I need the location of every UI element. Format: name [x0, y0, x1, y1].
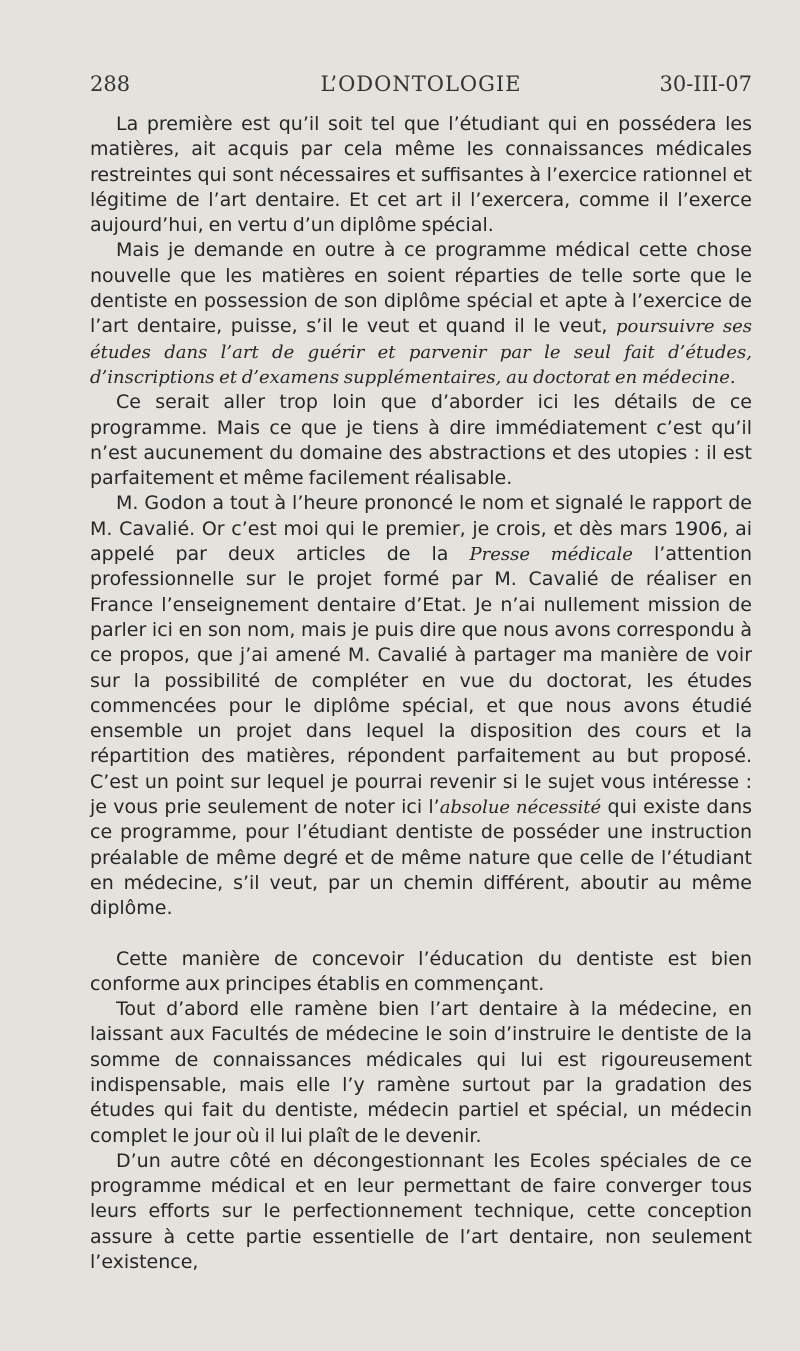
text-run: Cette manière de concevoir l’éducation du dentiste est bien conforme aux principes établis en commençant. [90, 947, 752, 995]
italic-text: absolue nécessité [439, 797, 602, 819]
text-run: La première est qu’il soit tel que l’étudiant qui en possédera les matières, ait acquis par cela même les connaissances médicales restreintes qui sont nécessaires et suffisantes à l’exercice rationnel et légitime de l’art dentaire. Et cet art il l’exercera, comme il l’exerce aujourd’hui, en vertu d’un diplôme spécial. [90, 113, 752, 237]
page-number: 288 [90, 72, 131, 96]
text-run: Tout d’abord elle ramène bien l’art dentaire à la médecine, en laissant aux Facultés de médecine le soin d’instruire le dentiste de la somme de connaissances médicales qui lui est rigoureusement indispensable, mais elle l’y ramène surtout par la gradation des études qui fait du dentiste, médecin partiel et spécial, un médecin complet le jour où il lui plaît de le devenir. [90, 998, 752, 1147]
text-run: M. Godon a tout à l’heure prononcé le nom et signalé le rapport de M. Cavalié. Or c’est moi qui le premier, je crois, et dès mars 1906, ai appelé par deux articles de la [90, 492, 752, 566]
page-header [90, 72, 752, 106]
text-run: l’attention professionnelle sur le projet formé par M. Cavalié de réaliser en France l’enseignement dentaire d’Etat. Je n’ai nullement mission de parler ici en son nom, mais je puis dire que nous avons correspondu à ce propos, que j’ai amené M. Cavalié à partager ma manière de voir sur la possibilité de compléter en vue du doctorat, les études commencées pour le diplôme spécial, et que nous avons étudié ensemble un projet dans lequel la disposition des cours et la répartition des matières, répondent parfaitement au but proposé. C’est un point sur lequel je pourrai revenir si le sujet vous intéresse : je vous prie seulement de noter ici l’ [90, 543, 752, 819]
italic-text: poursuivre ses études dans l’art de guérir et parvenir par le seul fait d’études, d’inscriptions et d’examens supplémentaires, au doctorat en médecine. [90, 316, 752, 388]
paragraph [90, 112, 752, 238]
paragraph [90, 947, 752, 998]
text-run: D’un autre côté en décongestionnant les Ecoles spéciales de ce programme médical et en leur permettant de faire converger tous leurs efforts sur le perfectionnement technique, cette conception assure à cette partie essentielle de l’art dentaire, non seulement l’existence, [90, 1149, 752, 1274]
running-title: L’ODONTOLOGIE [320, 72, 522, 96]
paragraph [90, 390, 752, 491]
paragraph [90, 1149, 752, 1275]
issue-date: 30-III-07 [659, 72, 752, 96]
paragraph [90, 997, 752, 1149]
italic-text: Presse médicale [469, 544, 633, 566]
text-run: Mais je demande en outre à ce programme médical cette chose nouvelle que les matières en soient réparties de telle sorte que le dentiste en possession de son diplôme spécial et apte à l’exercice de l’art dentaire, puisse, s’il le veut et quand il le veut, [90, 239, 752, 338]
paragraph [90, 238, 752, 390]
article-body [90, 112, 752, 1275]
paragraph [90, 491, 752, 921]
text-run: qui existe dans ce programme, pour l’étudiant dentiste de posséder une instruction préalable de même degré et de même nature que celle de l’étudiant en médecine, s’il veut, par un chemin différent, aboutir au même diplôme. [90, 796, 753, 920]
text-run: Ce serait aller trop loin que d’aborder ici les détails de ce programme. Mais ce que je tiens à dire immédiatement c’est qu’il n’est aucunement du domaine des abstractions et des utopies : il est parfaitement et même facilement réalisable. [90, 391, 752, 490]
